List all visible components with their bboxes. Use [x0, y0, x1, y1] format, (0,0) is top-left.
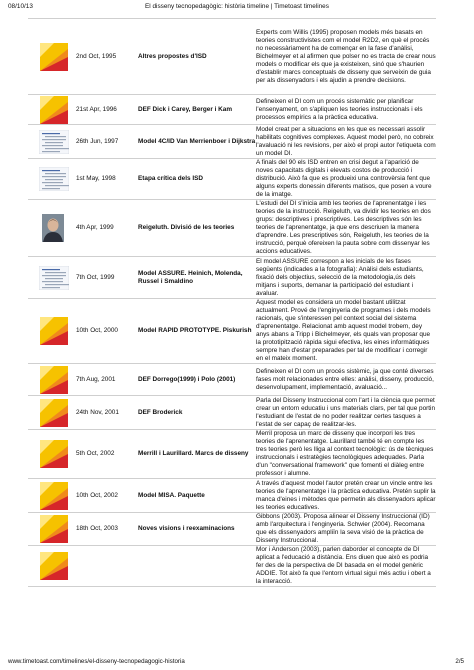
- event-title: Model MISA. Paquette: [138, 479, 256, 513]
- event-thumbnail-cell: [28, 430, 76, 479]
- timeline-table: [28, 18, 436, 587]
- event-description: Defineixen el DI com un procés sistèmic, ja que conté diverses fases molt relacionades entre elles: anàlisi, disseny, producció, desenvolupament, implementació, avaluació...: [256, 364, 436, 396]
- event-title: DEF Dorrego(1999) i Polo (2001): [138, 364, 256, 396]
- event-thumbnail-cell: [28, 125, 76, 159]
- timeline-row: [28, 299, 436, 364]
- timeline-row: [28, 19, 436, 95]
- event-description: Experts com Willis (1995) proposen models més basats en teories constructivistes com el model R2D2, en què el procés no necessàriament ha de començar en la fase d'anàlisi, Bichelmeyer et al afirmen que polser no es tracta de crear nous models o modificar els que ja existeixen, sinó que s'haurien d'establir marcs conceptuals de disseny que serveixin de guia per als dissenyadors i els ajudin a prendre decisions.: [256, 19, 436, 95]
- event-description: A través d'aquest model l'autor pretén crear un vincle entre les teories de l'aprenentatge i la pràctica educativa. Pretén suplir la manca d'eines i mètodes que permetin als dissenyadors aplicar les teories educatives.: [256, 479, 436, 511]
- event-thumbnail-cell: [28, 19, 76, 95]
- event-title: Altres propostes d'ISD: [138, 19, 256, 95]
- event-title: Merrill i Laurillard. Marcs de disseny: [138, 430, 256, 479]
- event-description: Aquest model es considera un model bastant utilitzat actualment. Prové de l'enginyeria de programes i dels models racionals, que s'interessen pel context social del sistema d'aprenentatge. Relacionat amb aquest model trobem, dey anys abans a Tripp i Bichelmeyer, els quals van proposar que la prototipització ràpida sigui efectiva, les eines informàtiques sempre han d'estar preparades per tal de modificar i corregir en el mateix moment.: [256, 299, 436, 364]
- timeline-row: [28, 125, 436, 159]
- event-description: Parla del Disseny Instruccional com l'art i la ciència que permet crear un entorn educatiu i uns materials clars, per tal que portin l'estudiant de l'estat de no poder realitzar certes tasques a l'estat de ser capaç de realitzar-les.: [256, 396, 436, 428]
- event-thumbnail-cell: [28, 513, 76, 546]
- event-thumbnail-cell: [28, 396, 76, 430]
- timetoast-logo-icon: [40, 366, 68, 394]
- timeline-row: [28, 396, 436, 430]
- timeline-row: [28, 200, 436, 257]
- timetoast-logo-icon: [40, 317, 68, 345]
- document-thumbnail-icon: [39, 167, 69, 191]
- page-title: El disseny tecnopedagògic: història timeline | Timetoast timelines: [145, 3, 329, 10]
- event-date: 21st Apr, 1996: [76, 95, 138, 125]
- event-date: 10th Oct, 2002: [76, 479, 138, 513]
- event-date: 2nd Oct, 1995: [76, 19, 138, 95]
- document-thumbnail-icon: [39, 130, 69, 154]
- event-description: A finals del 90 els ISD entren en crisi degut a l'aparició de noves capacitats digitals i elevats costos de producció i distribució. Això fa que es produeixi una controvèrsia fent que alguns experts donessin diferents matisos, que posen a voure de la imatge.: [256, 159, 436, 200]
- event-title: Model RAPID PROTOTYPE. Piskurish: [138, 299, 256, 364]
- page-footer: [0, 656, 474, 668]
- timetoast-logo-icon: [40, 552, 68, 580]
- event-description: Mor i Anderson (2003), parlen daborder el concepte de DI aplicat a l'educació a distància. Ens diuen que això es podria fer des de la perspectiva de DI basada en el model genèric ADDIE. Tot això fa que l'entorn virtual sigui més actiu i obert a la interacció.: [256, 546, 436, 587]
- page-header: [0, 0, 474, 14]
- timeline-row: [28, 95, 436, 125]
- event-thumbnail-cell: [28, 546, 76, 587]
- event-thumbnail-cell: [28, 479, 76, 513]
- event-thumbnail-cell: [28, 257, 76, 299]
- event-description: El model ASSURE correspon a les inicials de les fases següents (indicades a la fotografia): Anàlisi dels estudiants, fixació dels objectius, selecció de la metodologia,ús dels mitjans i suports, demanar la participació del estudiant i avaluar.: [256, 257, 436, 299]
- timetoast-logo-icon: [40, 440, 68, 468]
- document-thumbnail-icon: [39, 266, 69, 290]
- timetoast-logo-icon: [40, 482, 68, 510]
- event-date: 1st May, 1998: [76, 159, 138, 200]
- event-title: [138, 546, 256, 587]
- page-url: www.timetoast.com/timelines/el-disseny-tecnopedagogic-historia: [8, 658, 185, 665]
- event-title: DEF Dick i Carey, Berger i Kam: [138, 95, 256, 125]
- event-thumbnail-cell: [28, 159, 76, 200]
- event-thumbnail-cell: [28, 299, 76, 364]
- timeline-row: [28, 513, 436, 546]
- event-date: 7th Oct, 1999: [76, 257, 138, 299]
- event-title: Model ASSURE. Heinich, Molenda, Russel i Smaldino: [138, 257, 256, 299]
- event-thumbnail-cell: [28, 200, 76, 257]
- timeline-row: [28, 364, 436, 396]
- portrait-photo: [42, 214, 64, 242]
- event-date: 24th Nov, 2001: [76, 396, 138, 430]
- event-date: 4th Apr, 1999: [76, 200, 138, 257]
- event-date: 5th Oct, 2002: [76, 430, 138, 479]
- timetoast-logo-icon: [40, 43, 68, 71]
- timeline-row: [28, 159, 436, 200]
- event-title: Noves visions i reexaminacions: [138, 513, 256, 546]
- event-date: [76, 546, 138, 587]
- event-description: Gibbons (2003). Proposa alinear el Disseny Instruccional (ID) amb l'arquitectura i l'enginyeria. Schwier (2004). Recomana que els dissenyadors ampliïn la seva visió de la pràctica de Disseny Instruccional.: [256, 513, 436, 546]
- event-date: 18th Oct, 2003: [76, 513, 138, 546]
- event-date: 10th Oct, 2000: [76, 299, 138, 364]
- event-thumbnail-cell: [28, 95, 76, 125]
- event-description: L'estudi del DI s'inicia amb les teories de l'aprenentatge i les teories de la instrucció. Reigeluth, va dividir les teories en dos grups: descriptives i prescriptives. Les descriptives són les teories de l'aprenentatge, ja que ens descriuen la manera d'aprendre. Les prescriptives són, Reigeluth, les teories de la instrucció, perquè ofereixen la pauta sobre com dissenyar les accions educatives.: [256, 200, 436, 257]
- print-date: 08/10/13: [8, 3, 33, 10]
- event-title: Reigeluth. Divisió de les teories: [138, 200, 256, 257]
- event-title: DEF Broderick: [138, 396, 256, 430]
- event-thumbnail-cell: [28, 364, 76, 396]
- timeline-row: [28, 430, 436, 479]
- event-title: Model 4C/ID Van Merrienboer i Dijkstra: [138, 125, 256, 159]
- event-date: 7th Aug, 2001: [76, 364, 138, 396]
- timeline-row: [28, 479, 436, 513]
- event-description: Merril proposa un marc de disseny que incorpori les tres teories de l'aprenentatge. Laurillard també té en compte les tres teories però les lliga al context tecnològic: ús de tècniques instruccionals i estratègies tecnològiques adequades. Parla d'un "conversational framework" que fomenti el diàleg entre professor i alumne.: [256, 430, 436, 479]
- event-description: Defineixen el DI com un procés sistemàtic per planificar l'ensenyament, on s'apliquen les teories instruccionals i els processos empírics a la pràctica educativa.: [256, 95, 436, 125]
- timetoast-logo-icon: [40, 96, 68, 124]
- event-title: Etapa crítica dels ISD: [138, 159, 256, 200]
- timetoast-logo-icon: [40, 399, 68, 427]
- event-description: Model creat per a situacions en les que es necessari assolir habilitats cognitives complexes. Aquest model però, no cobreix l'avaluació ni les revisions, per això el propi autor l'etiqueta com un model DI.: [256, 125, 436, 157]
- timeline-row: [28, 546, 436, 587]
- page-number: 2/5: [455, 658, 464, 665]
- timetoast-logo-icon: [40, 515, 68, 543]
- timeline-row: [28, 257, 436, 299]
- event-date: 26th Jun, 1997: [76, 125, 138, 159]
